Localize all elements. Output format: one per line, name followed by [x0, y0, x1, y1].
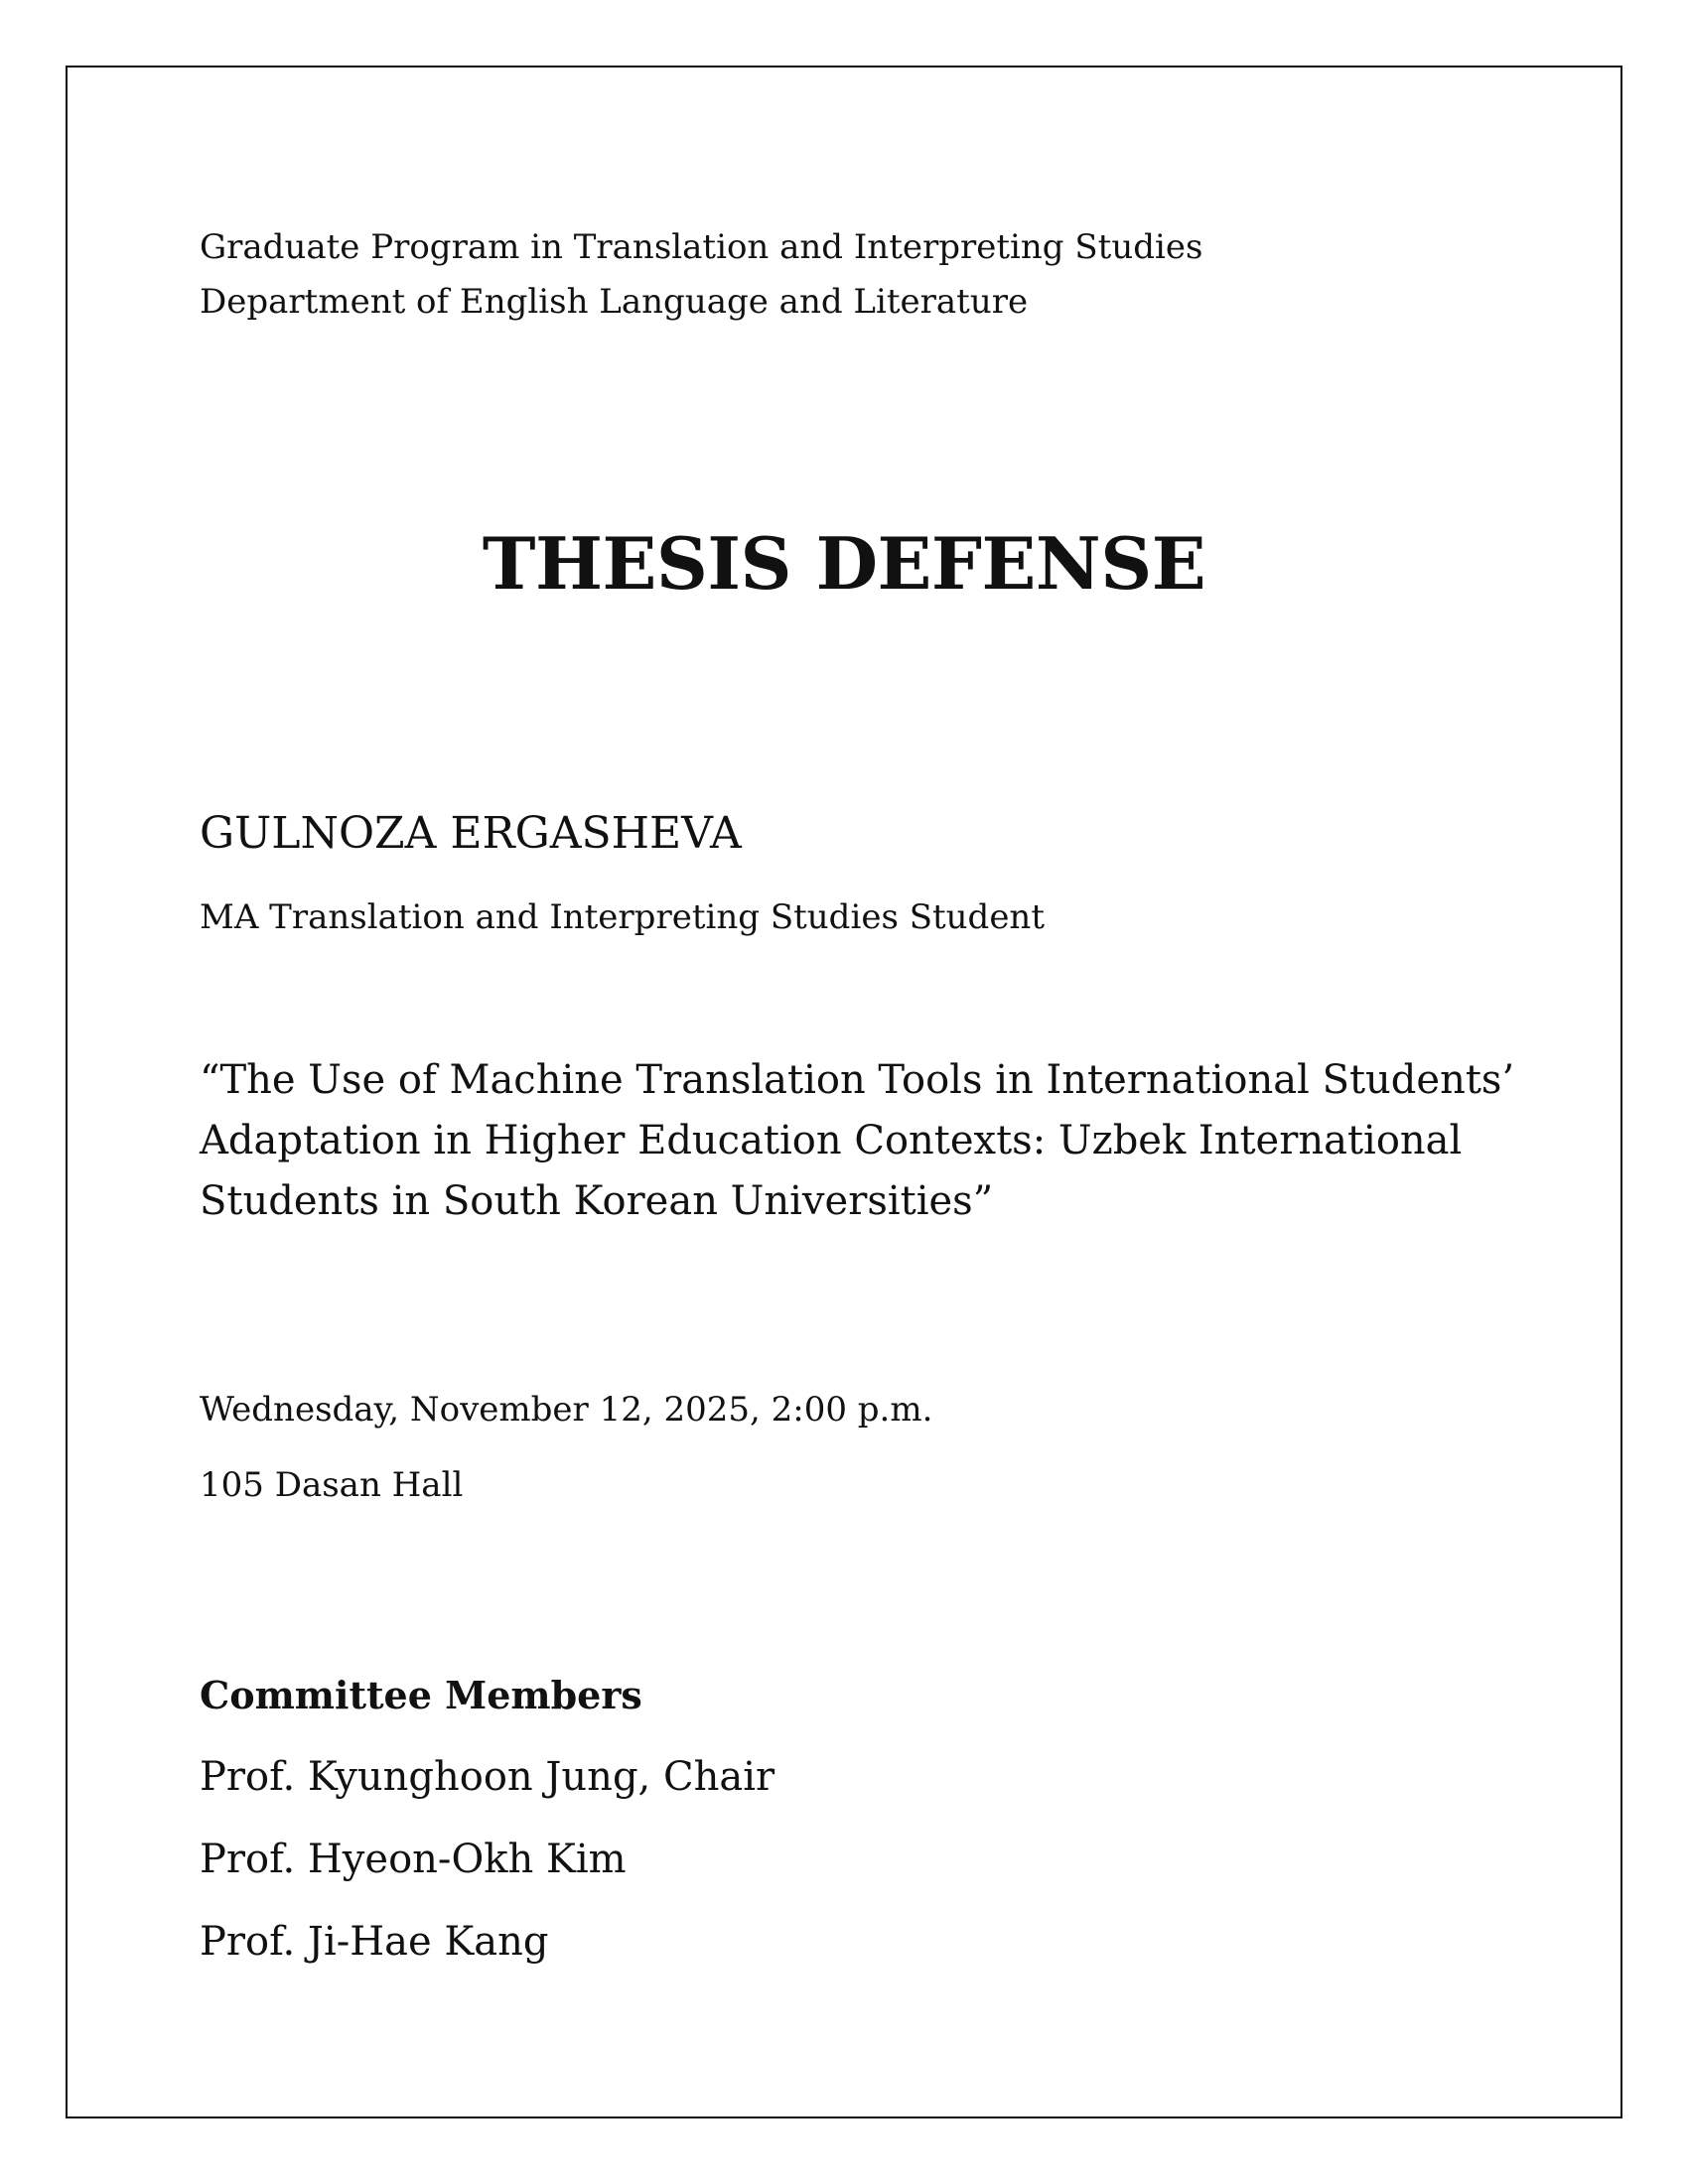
- event-location: 105 Dasan Hall: [200, 1465, 464, 1505]
- page-title: THESIS DEFENSE: [482, 521, 1206, 606]
- thesis-title-line: Adaptation in Higher Education Contexts: Uzbek International: [200, 1118, 1463, 1163]
- committee-member: Prof. Hyeon-Okh Kim: [200, 1837, 627, 1882]
- thesis-title-line: Students in South Korean Universities”: [200, 1178, 994, 1224]
- committee-list: [200, 1754, 775, 2004]
- thesis-title-line: “The Use of Machine Translation Tools in International Students’: [200, 1057, 1515, 1103]
- department-name: Department of English Language and Literature: [200, 282, 1029, 322]
- program-name: Graduate Program in Translation and Interpreting Studies: [200, 227, 1203, 267]
- committee-heading: Committee Members: [200, 1673, 642, 1717]
- committee-member: Prof. Ji-Hae Kang: [200, 1919, 549, 1965]
- event-datetime: Wednesday, November 12, 2025, 2:00 p.m.: [200, 1390, 933, 1430]
- committee-member: Prof. Kyunghoon Jung, Chair: [200, 1754, 775, 1800]
- candidate-role: MA Translation and Interpreting Studies Student: [200, 897, 1045, 937]
- thesis-title: [200, 1050, 1515, 1232]
- candidate-name: GULNOZA ERGASHEVA: [200, 808, 742, 859]
